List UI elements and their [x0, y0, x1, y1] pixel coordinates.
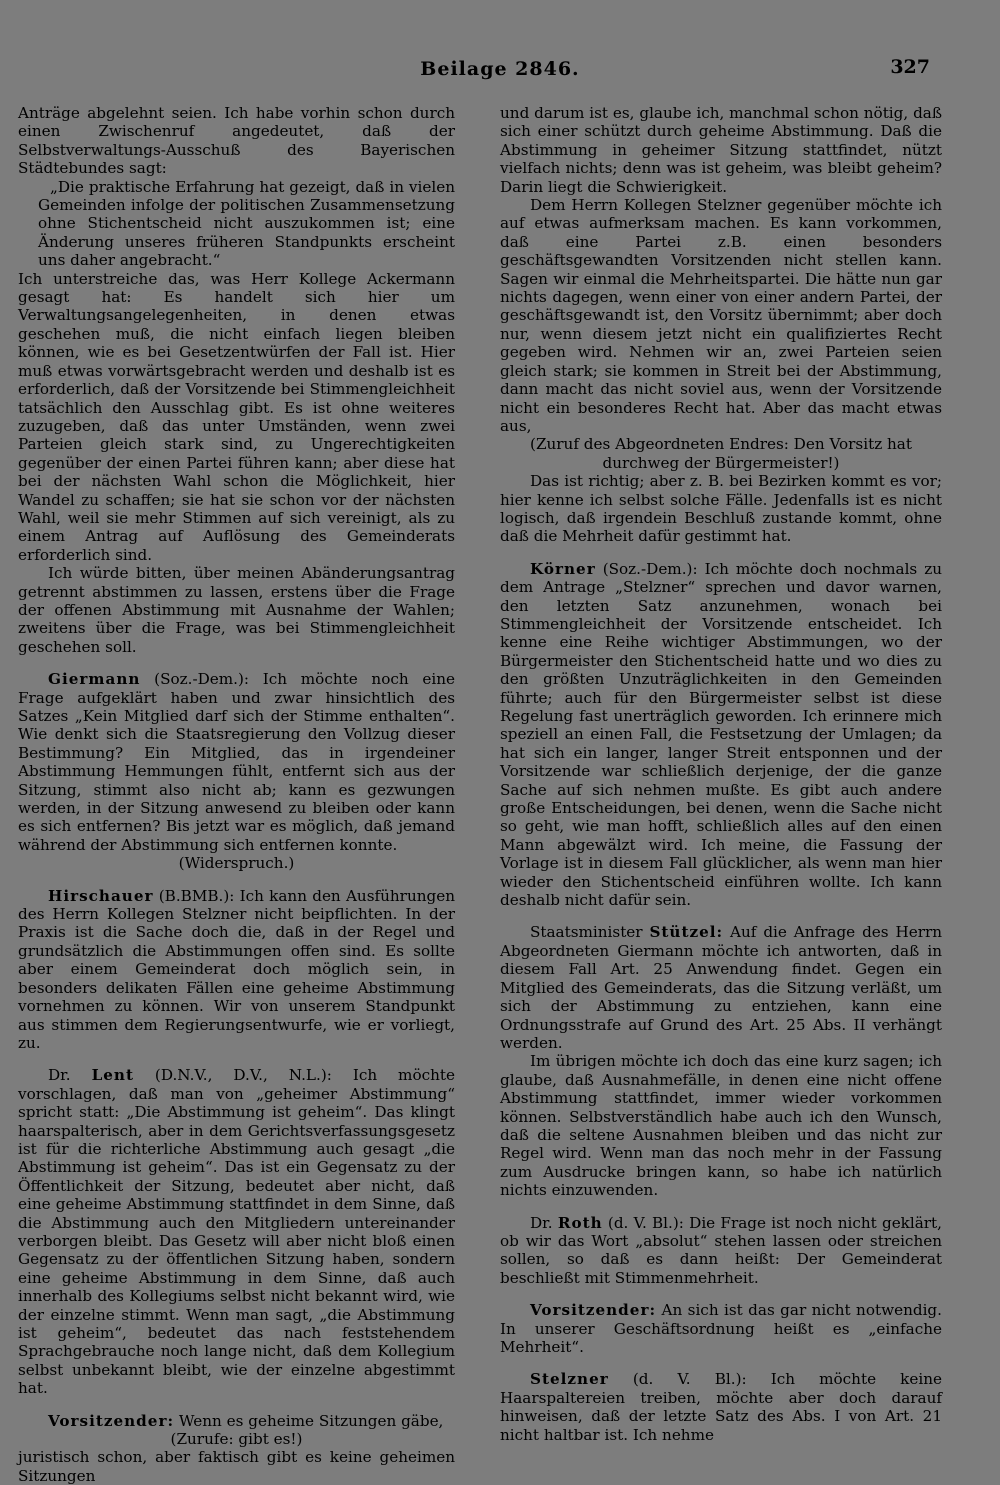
block-quote: „Die praktische Erfahrung hat gezeigt, daß in vielen Gemeinden infolge der politischen Zusammensetzung ohne Stichentscheid nicht auszukommen ist; eine Änderung unseres früheren Standpunkts erscheint uns daher angebracht.“	[38, 177, 455, 270]
paragraph: und darum ist es, glaube ich, manchmal schon nötig, daß sich einer schützt durch geheime Abstimmung. Daß die Abstimmung in geheimer Sitzung stattfindet, nützt vielfach nichts; denn was ist geheim, was bleibt geheim? Darin liegt die Schwierigkeit.	[500, 104, 942, 196]
speaker-name: Lent	[91, 1066, 134, 1085]
paragraph: Das ist richtig; aber z. B. bei Bezirken kommt es vor; hier kenne ich selbst solche Fälle. Jedenfalls ist es nicht logisch, daß irgendein Beschluß zustande kommt, ohne daß die Mehrheit dafür gestimmt hat.	[500, 472, 942, 546]
paragraph: Ich würde bitten, über meinen Abänderungsantrag getrennt abstimmen zu lassen, erstens über die Frage der offenen Abstimmung mit Ausnahme der Wahlen; zweitens über die Frage, was bei Stimmengleichheit geschehen soll.	[18, 564, 455, 656]
speech-text: An sich ist das gar nicht notwendig. In unserer Geschäftsordnung heißt es „einfache Mehrheit“.	[500, 1301, 942, 1356]
speech-koerner	[500, 560, 942, 910]
speech-vorsitzender	[18, 1412, 455, 1430]
speech-text: (d. V. Bl.): Die Frage ist noch nicht geklärt, ob wir das Wort „absolut“ stehen lassen oder streichen sollen, so daß es dann heißt: Der Gemeinderat beschließt mit Stimmenmehrheit.	[500, 1213, 942, 1287]
speech-roth	[500, 1214, 942, 1288]
speaker-name: Hirschauer	[48, 886, 154, 905]
left-column	[18, 104, 455, 1485]
paragraph: Ich unterstreiche das, was Herr Kollege Ackermann gesagt hat: Es handelt sich hier um Verwaltungsangelegenheiten, in denen etwas geschehen muß, die nicht einfach liegen bleiben können, wie es bei Gesetzentwürfen der Fall ist. Hier muß etwas vorwärtsgebracht werden und deshalb ist es erforderlich, daß der Vorsitzende bei Stimmengleichheit tatsächlich den Ausschlag gibt. Es ist ohne weiteres zuzugeben, daß das unter Umständen, wenn zwei Parteien gleich stark sind, zu Ungerechtigkeiten gegenüber der einen Partei führen kann; aber diese hat bei der nächsten Wahl schon die Möglichkeit, hier Wandel zu schaffen; sie hat sie schon vor der nächsten Wahl, weil sie mehr Stimmen auf sich vereinigt, als zu einem Antrag auf Auflösung des Gemeinderats erforderlich sind.	[18, 269, 455, 564]
interjection: (Zurufe: gibt es!)	[170, 1430, 303, 1449]
speech-text: (Soz.-Dem.): Ich möchte doch nochmals zu dem Antrage „Stelzner“ sprechen und davor warnen, den letzten Satz anzunehmen, wonach bei Stimmengleichheit der Vorsitzende entscheidet. Ich kenne eine Reihe wichtiger Abstimmungen, wo der Bürgermeister den Stichentscheid hatte und wo dies zu den größten Unzuträglichkeiten in den Gemeinden führte; auch für den Bürgermeister selbst ist diese Regelung fast unerträglich geworden. Ich erinnere mich speziell an einen Fall, die Festsetzung der Umlagen; da hat sich ein langer, langer Streit entsponnen und der Vorsitzende war schließlich derjenige, der die ganze Sache auf sich nehmen mußte. Es gibt auch andere große Entscheidungen, bei denen, wenn die Sache nicht so geht, wie man hofft, schließlich alles auf den einen Mann abgewälzt wird. Ich meine, die Fassung der Vorlage ist in diesem Fall glücklicher, als wenn man hier wieder den Stichentscheid einführen wollte. Ich kann deshalb nicht dafür sein.	[500, 559, 942, 910]
speaker-name: Stelzner	[530, 1370, 609, 1389]
paragraph: Dem Herrn Kollegen Stelzner gegenüber möchte ich auf etwas aufmerksam machen. Es kann vorkommen, daß eine Partei z.B. einen besonders geschäftsgewandten Vorsitzenden nicht stellen kann. Sagen wir einmal die Mehrheitspartei. Die hätte nun gar nichts dagegen, wenn einer von einer andern Partei, der geschäftsgewandt ist, den Vorsitz übernimmt; aber doch nur, wenn diesem jetzt nicht ein qualifiziertes Recht gegeben wird. Nehmen wir an, zwei Parteien seien gleich stark; sie kommen in Streit bei der Abstimmung, dann macht das nicht soviel aus, wenn der Vorsitzende nicht ein besonderes Recht hat. Aber das macht etwas aus,	[500, 196, 942, 435]
speaker-name: Roth	[557, 1213, 603, 1232]
paragraph: Anträge abgelehnt seien. Ich habe vorhin schon durch einen Zwischenruf angedeutet, daß der Selbstverwaltungs-Ausschuß des Bayerischen Städtebundes sagt:	[18, 104, 455, 178]
interjection: (Widerspruch.)	[178, 854, 295, 873]
speaker-title: Staatsminister	[530, 923, 650, 942]
speaker-name: Körner	[530, 559, 596, 578]
paragraph: Im übrigen möchte ich doch das eine kurz sagen; ich glaube, daß Ausnahmefälle, in denen eine nicht offene Abstimmung stattfindet, immer wieder vorkommen können. Selbstverständlich habe auch ich den Wunsch, daß die seltene Ausnahmen bleiben und das nicht zur Regel wird. Wenn man das noch mehr in der Fassung zum Ausdrucke bringen kann, so habe ich natürlich nichts einzuwenden.	[500, 1052, 942, 1200]
right-column	[500, 104, 942, 1444]
speaker-title: Dr.	[48, 1066, 92, 1085]
speech-giermann	[18, 670, 455, 854]
speech-hirschauer	[18, 887, 455, 1053]
page-header	[0, 58, 1000, 86]
speaker-name: Vorsitzender:	[530, 1301, 657, 1320]
speech-text: (Soz.-Dem.): Ich möchte noch eine Frage aufgeklärt haben und zwar hinsichtlich des Satzes „Kein Mitglied darf sich der Stimme enthalten“. Wie denkt sich die Staatsregierung den Vollzug dieser Bestimmung? Ein Mitglied, das in irgendeiner Abstimmung Hemmungen fühlt, entfernt sich aus der Sitzung, stimmt also nicht ab; kann es gezwungen werden, in der Sitzung anwesend zu bleiben oder kann es sich entfernen? Bis jetzt war es möglich, daß jemand während der Abstimmung sich entfernen konnte.	[18, 670, 455, 854]
speech-text: (d. V. Bl.): Ich möchte keine Haarspaltereien treiben, möchte aber doch darauf hinweisen, daß der letzte Satz des Abs. I von Art. 21 nicht haltbar ist. Ich nehme	[500, 1370, 942, 1444]
interjection: (Zuruf des Abgeordneten Endres: Den Vorsitz hat durchweg der Bürgermeister!)	[530, 435, 912, 472]
speech-stelzner	[500, 1370, 942, 1444]
speech-vorsitzender	[500, 1301, 942, 1356]
speech-text: (B.BMB.): Ich kann den Ausführungen des Herrn Kollegen Stelzner nicht beipflichten. In der Praxis ist die Sache doch die, daß in der Regel und grundsätzlich die Abstimmungen offen sind. Es sollte aber einem Gemeinderat doch möglich sein, in besonders delikaten Fällen eine geheime Abstimmung vornehmen zu können. Wir von unserem Standpunkt aus stimmen dem Regierungsentwurfe, wie er vorliegt, zu.	[18, 886, 455, 1052]
page-number: 327	[890, 56, 930, 78]
speech-text: Auf die Anfrage des Herrn Abgeordneten Giermann möchte ich antworten, daß in diesem Fall Art. 25 Anwendung findet. Gegen ein Mitglied des Gemeinderats, das die Sitzung verläßt, um sich der Abstimmung zu entziehen, kann eine Ordnungsstrafe auf Grund des Art. 25 Abs. II verhängt werden.	[500, 923, 942, 1052]
header-title: Beilage 2846.	[420, 58, 580, 80]
speaker-name: Vorsitzender:	[48, 1411, 175, 1430]
speaker-name: Stützel:	[649, 923, 724, 942]
speaker-name: Giermann	[48, 670, 141, 689]
paragraph: juristisch schon, aber faktisch gibt es keine geheimen Sitzungen	[18, 1448, 455, 1485]
speaker-title: Dr.	[530, 1213, 558, 1232]
speech-stuetzel	[500, 923, 942, 1052]
speech-lent	[18, 1066, 455, 1397]
speech-text: Wenn es geheime Sitzungen gäbe,	[174, 1411, 444, 1430]
speech-text: (D.N.V., D.V., N.L.): Ich möchte vorschlagen, daß man von „geheimer Abstimmung“ spricht statt: „Die Abstimmung ist geheim“. Das klingt haarspalterisch, aber in dem Gerichtsverfassungsgesetz ist für die richterliche Abstimmung auch gesagt „die Abstimmung ist geheim“. Das ist ein Gegensatz zu der Öffentlichkeit der Sitzung, bedeutet aber nicht, daß eine geheime Abstimmung stattfindet in dem Sinne, daß die Abstimmung auch den Mitgliedern untereinander verborgen bleibt. Das Gesetz will aber nicht bloß einen Gegensatz zu der öffentlichen Sitzung haben, sondern eine geheime Abstimmung in dem Sinne, daß auch innerhalb des Kollegiums selbst nicht bekannt wird, wie der einzelne stimmt. Wenn man sagt, „die Abstimmung ist geheim“, bedeutet das nach feststehendem Sprachgebrauche noch lange nicht, daß dem Kollegium selbst unbekannt bleibt, wie der einzelne abgestimmt hat.	[18, 1066, 455, 1398]
